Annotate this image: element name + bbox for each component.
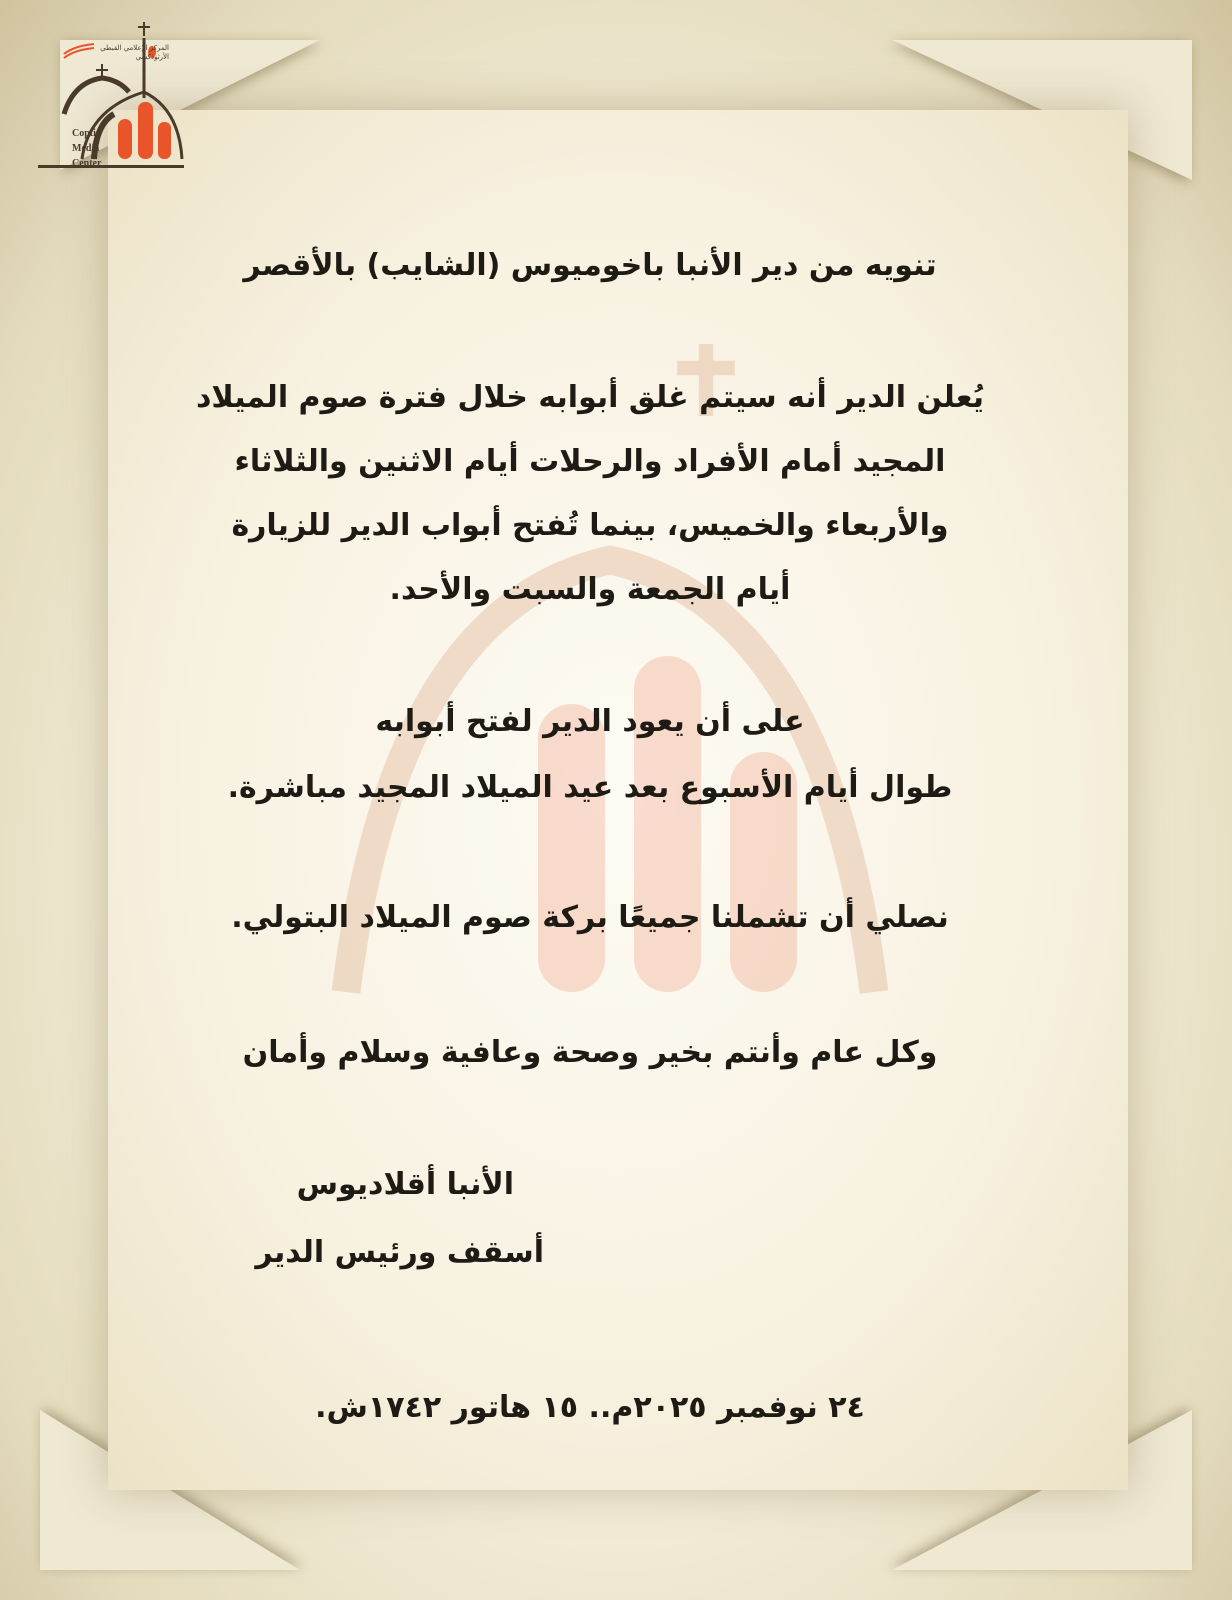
body-line: على أن يعود الدير لفتح أبوابه — [375, 704, 805, 739]
prayer-line: نصلي أن تشملنا جميعًا بركة صوم الميلاد البتولي. — [231, 900, 949, 935]
logo-arabic-name: المركز الإعلامي القبطي الأرثوذكسي — [100, 44, 169, 61]
logo-word: Media — [72, 143, 100, 154]
body-line: المجيد أمام الأفراد والرحلات أيام الاثنين والثلاثاء — [234, 444, 946, 479]
logo-english-name — [72, 126, 101, 171]
church-logo-icon — [34, 14, 184, 169]
body-line: يُعلن الدير أنه سيتم غلق أبوابه خلال فترة صوم الميلاد — [196, 380, 984, 415]
signature-role: أسقف ورئيس الدير — [255, 1235, 544, 1270]
body-line: طوال أيام الأسبوع بعد عيد الميلاد المجيد مباشرة. — [227, 770, 953, 805]
announcement-title: تنويه من دير الأنبا باخوميوس (الشايب) بالأقصر — [243, 248, 937, 283]
body-line: والأربعاء والخميس، بينما تُفتح أبواب الدير للزيارة — [231, 508, 949, 543]
body-line: أيام الجمعة والسبت والأحد. — [389, 572, 791, 607]
greeting-line: وكل عام وأنتم بخير وصحة وعافية وسلام وأمان — [242, 1035, 938, 1070]
coptic-media-center-logo — [34, 14, 184, 173]
announcement-date: ٢٤ نوفمبر ٢٠٢٥م.. ١٥ هاتور ١٧٤٢ش. — [315, 1390, 865, 1425]
logo-word: Center — [72, 158, 102, 169]
logo-word: Coptic — [72, 128, 101, 139]
signature-name: الأنبا أقلاديوس — [296, 1167, 514, 1202]
